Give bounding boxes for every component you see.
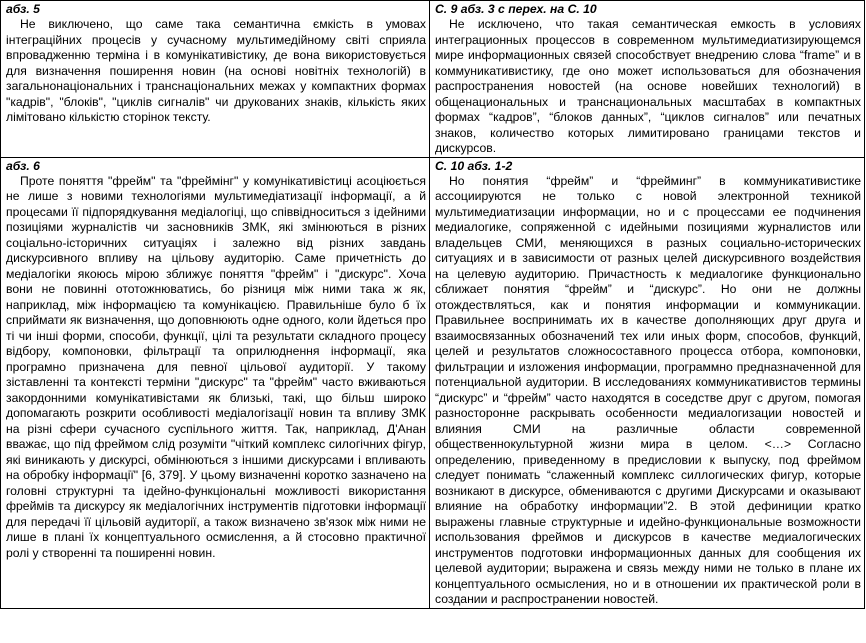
left-cell <box>1 1 430 158</box>
table-row <box>1 157 865 608</box>
left-heading: абз. 6 <box>6 158 40 173</box>
left-paragraph: Не виключено, що саме така семантична ємкість в умовах інтеграційних процесів у сучасному мультимедійному світі сприяла впровадженню терміна і в комунікативістику, де вона використовується для визначення поширення новин (на основі новітніх технологій) в загальнонаціональних і транснаціональних межах у компактних формах "кадрів", "блоків", "циклів сигналів" чи друкованих знаків, кількість яких лімітовано кількістю сторінок тексту. <box>6 17 426 124</box>
left-paragraph: Проте поняття "фрейм" та "фреймінг" у комунікативістиці асоціюється не лише з новими технологіями мультимедіатизації інформації, а й процесами її підпорядкування медіалогіці, що співвідноситься з ідейними позиціями журналістів чи засновників ЗМК, які змінюються в різних соціально-історичних ситуаціях і залежно від різних завдань дискурсивного впливу на цільову аудиторію. Саме причетність до медіалогіки якоюсь мірою зближує поняття "фрейм" і "дискурс". Хоча вони не повинні ототожнюватись, бо різниця між ними така ж як, наприклад, між інформацією та комунікацією. Правильніше було б їх сприймати як визначення, що доповнюють одне одного, коли йдеться про ті чи інші форми, способи, функції, цілі та результати складного процесу відбору, компоновки, фільтрації та оприлюднення інформації, яка програмно призначена для певної цільової аудиторії. У такому зіставленні та контексті терміни "дискурс" та "фрейм" часто вживаються закордонними комунікативістами як близькі, такі, що більш широко допомагають розкрити особливості медіалогізації новин та впливу ЗМК на різні сфери сучасного суспільного життя. Так, наприклад, Д'Анан вважає, що під фреймом слід розуміти "чіткий комплекс силогічних фігур, які виникають у дискурсі, обмінюються з іншими дискурсами і впливають на обробку інформації" [6, 379]. У цьому визначенні коротко зазначено на головні структурні та ідейно-функціональні можливості використання фреймів та дискурсу як медіалогічних інструментів підготовки інформації для передачі її цільовій аудиторії, а також визначено зв'язок між ними не лише в плані їх концептуального осмислення, а й стосовно практичної ролі у створенні та поширенні новин. <box>6 173 426 560</box>
right-heading: С. 10 абз. 1-2 <box>435 158 513 173</box>
table-row <box>1 1 865 158</box>
right-heading: С. 9 абз. 3 с перех. на С. 10 <box>435 2 597 16</box>
left-cell <box>1 157 430 608</box>
right-cell <box>430 157 865 608</box>
right-paragraph: Но понятия “фрейм” и “фрейминг” в коммуникативистике ассоциируются не только с новой электронной техникой мультимедиатизации информации, но и с процессами ее подчинения медиалогике, сопряженной с идейными позициями журналистов или владельцев СМИ, меняющихся в разных социально-исторических ситуациях и в зависимости от разных целей дискурсивного воздействия на целевую аудиторию. Причастность к медиалогике функционально сближает понятия “фрейм” и “дискурс”. Но они не должны отождествляться, как и понятия информации и коммуникации. Правильнее воспринимать их в качестве дополняющих друг друга и взаимосвязанных обозначений тех или иных форм, способов, функций, целей и результатов сложносоставного процесса отбора, компоновки, фильтрации и изложения информации, программно предназначенной для потенциальной аудитории. В исследованиях коммуникативистов термины “дискурс” и “фрейм” часто находятся в соседстве друг с другом, помогая разносторонне раскрывать особенности медиалогизации новостей и влияния СМИ на различные области современной общественнокультурной жизни мира в целом. <…> Согласно определению, приведенному в предисловии к выпуску, под фреймом следует понимать “слаженный комплекс силлогических фигур, которые возникают в дискурсе, обмениваются с другими Дискурсами и оказывают влияние на обработку информации”2. В этой дефиниции кратко выражены главные структурные и идейно-функциональные возможности использования фреймов и дискурсов в качестве медиалогических инструментов подготовки информационных данных для сообщения их целевой аудитории; выражена и связь между ними не только в плане их концептуального осмысления, но и в отношении их практической роли в создании и распространении новостей. <box>435 173 861 606</box>
right-cell <box>430 1 865 158</box>
left-heading: абз. 5 <box>6 2 40 16</box>
right-paragraph: Не исключено, что такая семантическая емкость в условиях интеграционных процессов в современном мультимедиатизирующемся мире информационных связей способствует внедрению слова “frame” и в коммуникативистику, где оно может использоваться для обозначения распространения новостей (на основе новейших технологий) в общенациональных и транснациональных масштабах в компактных формах “кадров”, “блоков данных”, “циклов сигналов” или печатных знаков, количество которых лимитировано границами текстов и дискурсов. <box>435 17 861 155</box>
